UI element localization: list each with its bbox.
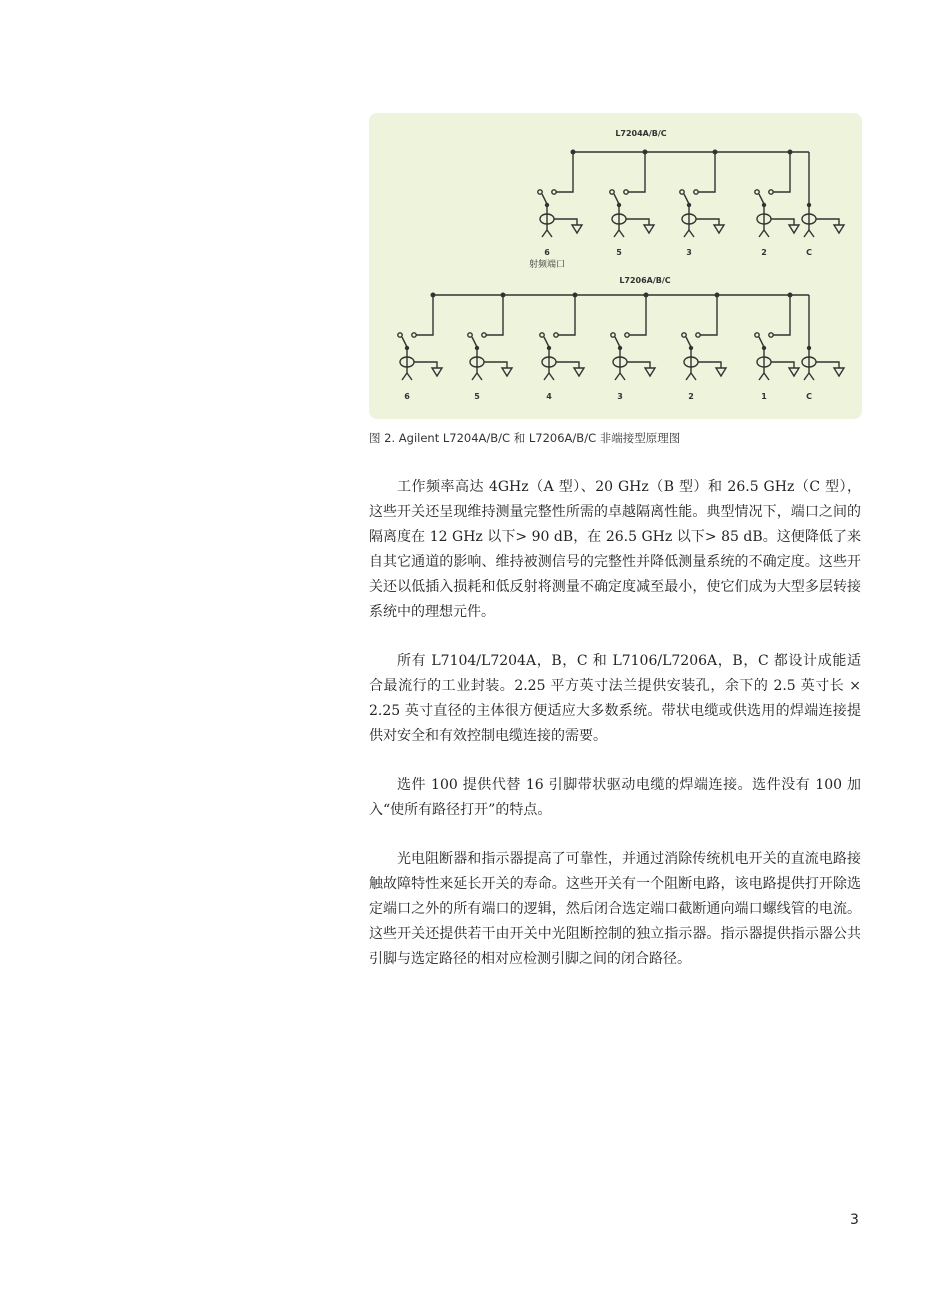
diagram-top [538, 150, 844, 257]
bottom-switch-4 [540, 295, 584, 401]
bottom-switch-2 [682, 295, 726, 401]
bottom-port-label: 3 [617, 392, 623, 401]
top-port-label: 3 [686, 248, 692, 257]
top-port-label: C [806, 248, 812, 257]
paragraph-2: 所有 L7104/L7204A，B，C 和 L7106/L7206A，B，C 都设计成能适合最流行的工业封装。2.25 平方英寸法兰提供安装孔，余下的 2.5 英寸长 × 2.25 英寸直径的主体很方便适应大多数系统。带状电缆或供选用的焊端连接提供对安全和有效控制电缆连接的需要。 [369, 653, 861, 744]
bottom-port-label: 1 [761, 392, 767, 401]
top-switch-2 [755, 152, 799, 257]
figure-caption: 图 2. Agilent L7204A/B/C 和 L7206A/B/C 非端接型原理图 [369, 431, 681, 445]
bottom-switch-5 [468, 295, 512, 401]
top-port-label: 5 [616, 248, 622, 257]
top-switch-5 [610, 152, 654, 257]
bottom-port-label: 4 [546, 392, 552, 401]
paragraph-4: 光电阻断器和指示器提高了可靠性，并通过消除传统机电开关的直流电路接触故障特性来延长开关的寿命。这些开关有一个阻断电路，该电路提供打开除选定端口之外的所有端口的逻辑，然后闭合选定端口截断通向端口螺线管的电流。这些开关还提供若干由开关中光阻断控制的独立指示器。指示器提供指示器公共引脚与选定路径的相对应检测引脚之间的闭合路径。 [369, 851, 861, 967]
bottom-port-label: 2 [688, 392, 694, 401]
bottom-port-label: C [806, 392, 812, 401]
diagram-bottom-title: L7206A/B/C [619, 276, 671, 285]
top-switch-C [802, 152, 844, 257]
bottom-port-label: 6 [404, 392, 410, 401]
top-port-label: 2 [761, 248, 767, 257]
diagram-top-title: L7204A/B/C [615, 129, 667, 138]
paragraph-3: 选件 100 提供代替 16 引脚带状驱动电缆的焊端连接。选件没有 100 加入“使所有路径打开”的特点。 [369, 777, 861, 818]
top-port-label: 6 [544, 248, 550, 257]
bottom-switch-3 [611, 295, 655, 401]
top-switch-3 [680, 152, 724, 257]
bottom-switch-C [802, 295, 844, 401]
bottom-switch-6 [398, 295, 442, 401]
schematic-diagram [369, 113, 862, 419]
schematic-figure [369, 113, 862, 419]
diagram-bottom [398, 293, 844, 401]
port-label-rf: 射频端口 [528, 260, 566, 270]
body-text [369, 475, 861, 996]
bottom-switch-1 [755, 295, 799, 401]
paragraph-1: 工作频率高达 4GHz（A 型）、20 GHz（B 型）和 26.5 GHz（C 型），这些开关还呈现维持测量完整性所需的卓越隔离性能。典型情况下，端口之间的隔离度在 12 GHz 以下> 90 dB，在 26.5 GHz 以下> 85 dB。这便降低了来自其它通道的影响、维持被测信号的完整性并降低测量系统的不确定度。这些开关还以低插入损耗和低反射将测量不确定度减至最小，使它们成为大型多层转接系统中的理想元件。 [369, 479, 861, 620]
page-number: 3 [850, 1212, 859, 1228]
bottom-port-label: 5 [474, 392, 480, 401]
top-switch-6 [538, 152, 582, 257]
